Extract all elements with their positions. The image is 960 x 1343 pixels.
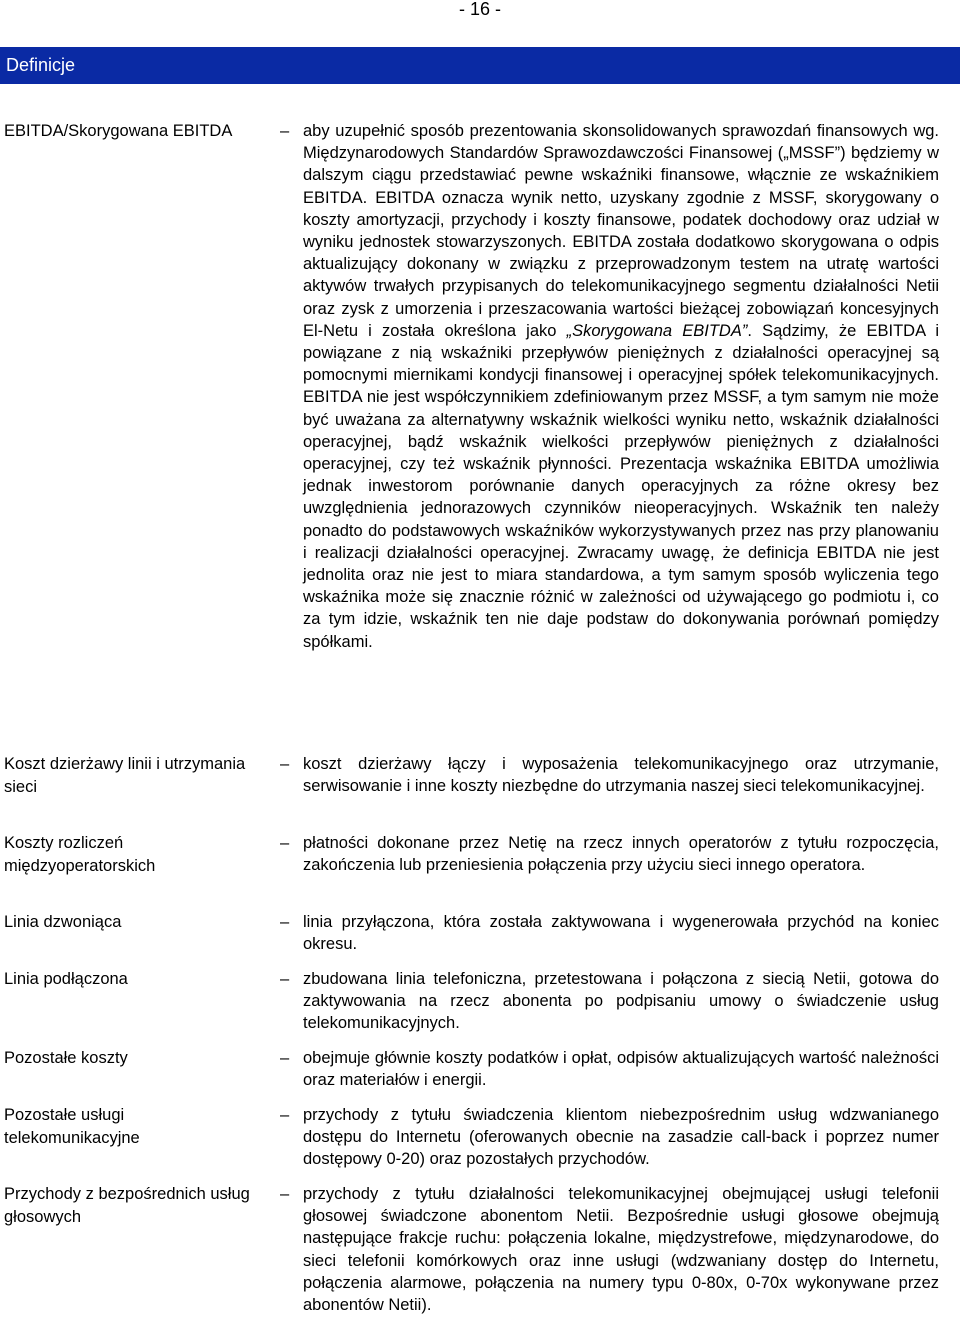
definition-text-italic: „Skorygowana EBITDA” [566,321,748,340]
definition-term: Pozostałe koszty [4,1049,128,1067]
definition-term: Linia podłączona [4,970,128,988]
definition-text: linia przyłączona, która została zaktywowana i wygenerowała przychód na koniec okresu. [303,913,939,954]
bullet-dash: – [280,755,290,773]
definition-term: Koszt dzierżawy linii i utrzymania sieci [4,755,246,796]
definition-text: koszt dzierżawy łączy i wyposażenia telekomunikacyjnego oraz utrzymanie, serwisowanie i inne koszty niezbędne do utrzymania naszej sieci telekomunikacyjnej. [303,755,939,796]
definition-term: EBITDA/Skorygowana EBITDA [4,122,233,140]
bullet-dash: – [280,913,290,931]
definition-text [303,120,939,653]
definition-text: płatności dokonane przez Netię na rzecz innych operatorów z tytułu rozpoczęcia, zakończenia lub przeniesienia połączenia przy użyciu sieci innego operatora. [303,834,939,875]
definition-term: Linia dzwoniąca [4,913,122,931]
section-title: Definicje [6,55,76,75]
definition-term: Pozostałe usługi telekomunikacyjne [4,1106,140,1147]
bullet-dash: – [280,834,290,852]
definition-text-part: aby uzupełnić sposób prezentowania skonsolidowanych sprawozdań finansowych wg. Międzynarodowych Standardów Sprawozdawczości Finansowej („MSSF”) będziemy w dalszym ciągu przedstawiać pewne wskaźniki finansowe, włącznie ze wskaźnikiem EBITDA. EBITDA oznacza wynik netto, uzyskany zgodnie z MSSF, skorygowany o koszty amortyzacji, przychody i koszty finansowe, podatek dochodowy oraz udział w wyniku jednostek stowarzyszonych. EBITDA została dodatkowo skorygowana o odpis aktualizujący dokonany w związku z przeprowadzonym testem na utratę wartości aktywów trwałych przypisanych do telekomunikacyjnego segmentu działalności Netii oraz zysk z umorzenia i przeszacowania wartości bieżącej zobowiązań koncesyjnych El-Netu i została określona jako [303,122,939,340]
definition-text-part: . Sądzimy, że EBITDA i powiązane z nią wskaźniki przepływów pieniężnych z działalności operacyjnej są pomocnymi miernikami kondycji finansowej i operacyjnej spółek telekomunikacyjnych. EBITDA nie jest współczynnikiem zdefiniowanym przez MSSF, a tym samym nie może być uważana za alternatywny wskaźnik wielkości wyniku netto, wskaźnik działalności operacyjnej, bądź wskaźnik wielkości przepływów pieniężnych z działalności operacyjnej, czy też wskaźnik płynności. Prezentacja wskaźnika EBITDA umożliwia jednak inwestorom porównanie danych operacyjnych za różne okresy bez uwzględnienia jednorazowych czynników nieoperacyjnych. Wskaźnik ten należy ponadto do podstawowych wskaźników wykorzystywanych przez nas przy planowaniu i realizacji działalności operacyjnej. Zwracamy uwagę, że definicja EBITDA nie jest jednolita oraz nie jest to miara standardowa, a tym samym sposób wyliczenia tego wskaźnika może się znacznie różnić w zależności od używającego go podmiotu i, co za tym idzie, wskaźnik ten nie daje podstaw do dokonywania porównań pomiędzy spółkami. [303,321,939,651]
bullet-dash: – [280,1185,290,1203]
definition-term: Koszty rozliczeń międzyoperatorskich [4,834,156,875]
bullet-dash: – [280,970,290,988]
definition-text: przychody z tytułu działalności telekomunikacyjnej obejmującej usługi telefonii głosowej świadczone abonentom Netii. Bezpośrednie usługi głosowe obejmują następujące frakcje ruchu: połączenia lokalne, międzystrefowe, międzynarodowe, do sieci telefonii komórkowych oraz inne usługi (wdzwaniany dostęp do Internetu, połączenia alarmowe, połączenia na numery typu 0-80x, 0-70x wykonywane przez abonentów Netii). [303,1185,939,1315]
definition-term: Przychody z bezpośrednich usług głosowych [4,1185,250,1226]
section-header-bar [0,47,960,84]
bullet-dash: – [280,1049,290,1067]
definition-text: przychody z tytułu świadczenia klientom niebezpośrednim usług wdzwanianego dostępu do Internetu (oferowanych obecnie na zasadzie call-back i poprzez numer dostępowy 0-20) oraz pozostałych przychodów. [303,1106,939,1169]
bullet-dash: – [280,1106,290,1124]
definition-text: obejmuje głównie koszty podatków i opłat, odpisów aktualizujących wartość należności oraz materiałów i energii. [303,1049,939,1090]
page-number: - 16 - [458,0,501,19]
definition-text: zbudowana linia telefoniczna, przetestowana i połączona z siecią Netii, gotowa do zaktywowania na rzecz abonenta po podpisaniu umowy o świadczenie usług telekomunikacyjnych. [303,970,939,1033]
bullet-dash: – [280,122,290,140]
